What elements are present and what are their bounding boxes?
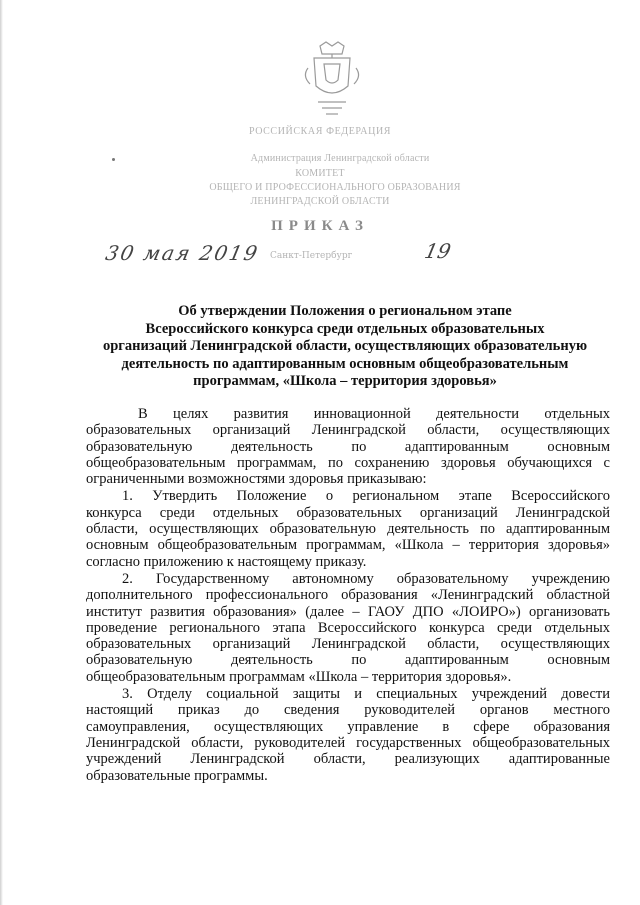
text-line: общеобразовательным программам «Школа – территория здоровья». <box>86 668 512 685</box>
text-line: общеобразовательным программам, по сохранению здоровья обучающихся с <box>86 454 610 471</box>
text-line: образовательные программы. <box>86 767 268 784</box>
letterhead-committee: КОМИТЕТ <box>295 168 345 179</box>
document-body <box>86 406 610 784</box>
text-line: В целях развития инновационной деятельности отдельных <box>138 406 610 422</box>
text-line: институт развития образования» (далее – ГАОУ ДПО «ЛОИРО») организовать <box>86 603 610 620</box>
handwritten-date: 30 мая 2019 <box>103 241 262 265</box>
text-line: образовательную деятельность по адаптированным основным <box>86 438 610 455</box>
item-3-paragraph <box>86 686 610 784</box>
title-line: организаций Ленинградской области, осуществляющих образовательную <box>102 338 588 354</box>
text-line: Ленинградской области, руководителей государственных общеобразовательных <box>86 734 610 751</box>
letterhead-region: ЛЕНИНГРАДСКОЙ ОБЛАСТИ <box>250 196 390 207</box>
handwritten-order-number: 19 <box>422 239 454 263</box>
text-line: области, осуществляющих образовательную деятельность по адаптированным <box>86 521 610 538</box>
text-line: 3. Отделу социальной защиты и специальных учреждений довести <box>122 686 610 703</box>
text-line: конкурса среди отдельных образовательных организаций Ленинградской <box>86 504 610 521</box>
text-line: образовательных организаций Ленинградской области, осуществляющих <box>86 422 610 439</box>
item-2-paragraph <box>86 571 610 685</box>
text-line: согласно приложению к настоящему приказу. <box>86 553 367 570</box>
document-title <box>80 303 610 391</box>
text-line: 1. Утвердить Положение о региональном этапе Всероссийского <box>122 488 610 505</box>
text-line: образовательную деятельность по адаптированным основным <box>86 652 610 669</box>
text-line: ограниченными возможностями здоровья приказываю: <box>86 471 427 488</box>
title-line: Об утверждении Положения о региональном этапе <box>178 303 512 319</box>
scan-speck <box>112 158 115 161</box>
text-line: дополнительного профессионального образования «Ленинградский областной <box>86 587 610 604</box>
item-1-paragraph <box>86 488 610 569</box>
text-line: учреждений Ленинградской области, реализующих адаптированные <box>86 751 610 768</box>
text-line: образовательных организаций Ленинградской области, осуществляющих <box>86 636 610 653</box>
title-line: Всероссийского конкурса среди отдельных образовательных <box>145 320 545 337</box>
letterhead-country: РОССИЙСКАЯ ФЕДЕРАЦИЯ <box>248 126 392 137</box>
coat-of-arms-emblem <box>300 40 364 118</box>
order-heading: ПРИКАЗ <box>271 218 369 234</box>
text-line: настоящий приказ до сведения руководителей органов местного <box>86 702 610 719</box>
letterhead-administration: Администрация Ленинградской области <box>250 153 430 164</box>
title-line: программам, «Школа – территория здоровья» <box>193 373 497 389</box>
intro-paragraph <box>86 406 610 487</box>
text-line: самоуправления, осуществляющих управление в сфере образования <box>86 718 610 735</box>
text-line: основным общеобразовательным программам, «Школа – территория здоровья» <box>86 537 610 554</box>
dateline <box>100 241 480 271</box>
text-line: проведение регионального этапа Всероссийского конкурса среди отдельных <box>86 619 610 636</box>
text-line: 2. Государственному автономному образовательному учреждению <box>122 570 610 587</box>
letterhead-committee-name: ОБЩЕГО И ПРОФЕССИОНАЛЬНОГО ОБРАЗОВАНИЯ <box>209 182 461 193</box>
title-line: деятельность по адаптированным основным общеобразовательным <box>121 355 569 372</box>
dateline-city: Санкт-Петербург <box>270 251 353 261</box>
